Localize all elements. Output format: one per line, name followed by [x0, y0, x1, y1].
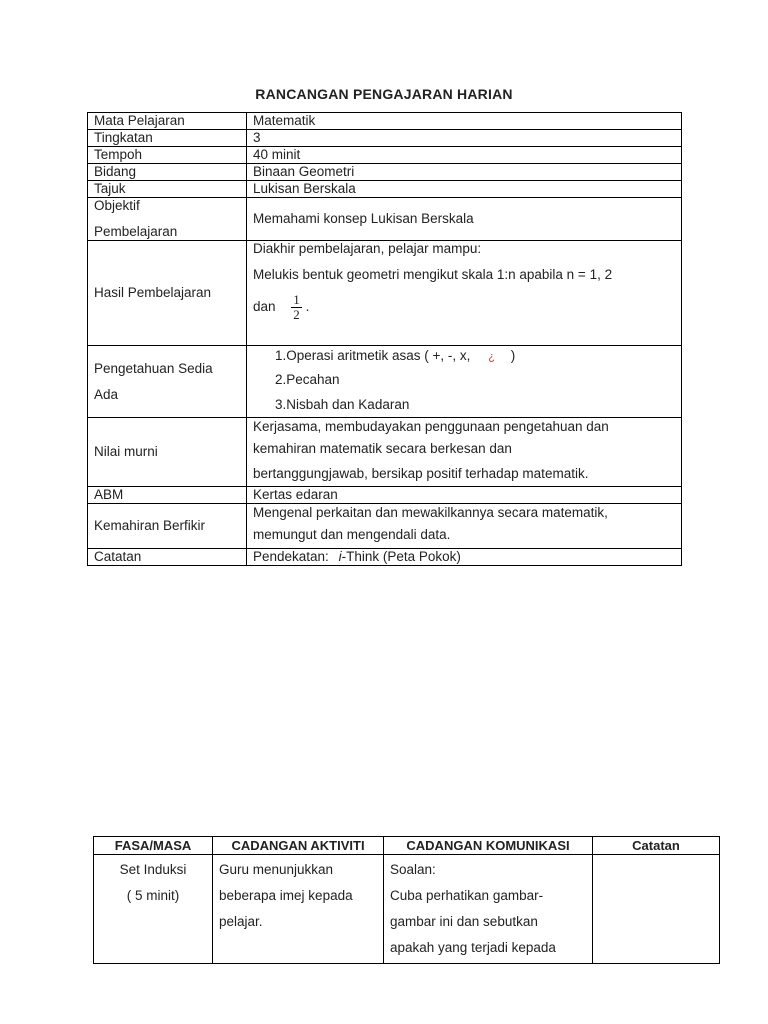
kemahiran-line1: Mengenal perkaitan dan mewakilkannya secara matematik,	[253, 505, 608, 520]
pengetahuan-item-3: 3.Nisbah dan Kadaran	[275, 397, 410, 412]
label-objektif-line2: Pembelajaran	[94, 224, 178, 239]
value-tingkatan: 3	[247, 130, 682, 147]
label-pengetahuan-line1: Pengetahuan Sedia	[94, 360, 213, 376]
value-mata-pelajaran: Matematik	[247, 113, 682, 130]
label-kemahiran: Kemahiran Berfikir	[88, 504, 247, 549]
row-tajuk	[88, 181, 682, 198]
komunikasi-line1: Soalan:	[390, 862, 436, 877]
label-pengetahuan-line2: Ada	[94, 386, 119, 402]
pengetahuan-item-1-text: 1.Operasi aritmetik asas ( +, -, x,	[275, 348, 471, 363]
label-objektif	[88, 198, 247, 241]
fraction-denominator: 2	[293, 307, 300, 322]
row-mata-pelajaran	[88, 113, 682, 130]
aktiviti-line2: beberapa imej kepada	[219, 888, 353, 903]
cell-fasa	[94, 855, 213, 964]
pengetahuan-item-1	[275, 346, 675, 367]
komunikasi-line4: apakah yang terjadi kepada	[390, 940, 556, 955]
label-abm: ABM	[88, 487, 247, 504]
lesson-plan-table	[87, 112, 682, 566]
value-nilai	[247, 418, 682, 487]
label-mata-pelajaran: Mata Pelajaran	[88, 113, 247, 130]
label-catatan: Catatan	[88, 549, 247, 566]
label-tempoh: Tempoh	[88, 147, 247, 164]
cell-komunikasi	[384, 855, 593, 964]
fasa-line1: Set Induksi	[119, 862, 187, 877]
activity-table	[93, 836, 720, 964]
activity-row	[94, 855, 720, 964]
catatan-suffix: -Think (Peta Pokok)	[341, 549, 461, 564]
value-hasil	[247, 241, 682, 346]
fraction-numerator: 1	[293, 292, 300, 307]
value-bidang: Binaan Geometri	[247, 164, 682, 181]
cell-catatan	[593, 855, 720, 964]
header-komunikasi: CADANGAN KOMUNIKASI	[384, 837, 593, 855]
label-tajuk: Tajuk	[88, 181, 247, 198]
label-tingkatan: Tingkatan	[88, 130, 247, 147]
catatan-prefix: Pendekatan:	[253, 549, 329, 564]
value-catatan	[247, 549, 682, 566]
label-pengetahuan	[88, 346, 247, 418]
header-aktiviti: CADANGAN AKTIVITI	[213, 837, 384, 855]
page-title: RANCANGAN PENGAJARAN HARIAN	[255, 86, 513, 102]
pengetahuan-item-1-end: )	[510, 348, 516, 363]
row-objektif	[88, 198, 682, 241]
value-objektif: Memahami konsep Lukisan Berskala	[247, 198, 682, 241]
row-abm	[88, 487, 682, 504]
aktiviti-line1: Guru menunjukkan	[219, 862, 334, 877]
nilai-line3: bertanggungjawab, bersikap positif terhadap matematik.	[253, 466, 589, 481]
label-objektif-line1: Objektif	[94, 198, 140, 213]
value-kemahiran	[247, 504, 682, 549]
nilai-line2: kemahiran matematik secara berkesan dan	[253, 441, 512, 456]
row-tempoh	[88, 147, 682, 164]
catatan-italic-i: i	[338, 549, 342, 564]
row-tingkatan	[88, 130, 682, 147]
row-kemahiran	[88, 504, 682, 549]
kemahiran-line2: memungut dan mengendali data.	[253, 527, 451, 542]
hasil-line1: Diakhir pembelajaran, pelajar mampu:	[253, 241, 482, 256]
row-bidang	[88, 164, 682, 181]
fraction-half	[291, 293, 302, 322]
komunikasi-line2: Cuba perhatikan gambar-	[390, 888, 544, 903]
activity-header-row	[94, 837, 720, 855]
value-tempoh: 40 minit	[247, 147, 682, 164]
division-symbol: ¿	[488, 351, 495, 363]
hasil-line3	[253, 293, 675, 322]
nilai-line1: Kerjasama, membudayakan penggunaan pengetahuan dan	[253, 419, 609, 434]
value-abm: Kertas edaran	[247, 487, 682, 504]
komunikasi-line3: gambar ini dan sebutkan	[390, 914, 538, 929]
hasil-dan: dan	[253, 299, 276, 315]
row-pengetahuan	[88, 346, 682, 418]
row-hasil	[88, 241, 682, 346]
catatan-approach	[339, 549, 461, 564]
hasil-period: .	[305, 299, 310, 315]
value-pengetahuan	[247, 346, 682, 418]
pengetahuan-item-2: 2.Pecahan	[275, 372, 340, 387]
header-fasa: FASA/MASA	[94, 837, 213, 855]
label-hasil: Hasil Pembelajaran	[88, 241, 247, 346]
row-nilai	[88, 418, 682, 487]
cell-aktiviti	[213, 855, 384, 964]
value-tajuk: Lukisan Berskala	[247, 181, 682, 198]
fasa-line2: ( 5 minit)	[126, 888, 180, 903]
label-nilai: Nilai murni	[88, 418, 247, 487]
row-catatan	[88, 549, 682, 566]
hasil-line2: Melukis bentuk geometri mengikut skala 1:n apabila n = 1, 2	[253, 267, 613, 282]
aktiviti-line3: pelajar.	[219, 914, 263, 929]
header-catatan: Catatan	[593, 837, 720, 855]
label-bidang: Bidang	[88, 164, 247, 181]
